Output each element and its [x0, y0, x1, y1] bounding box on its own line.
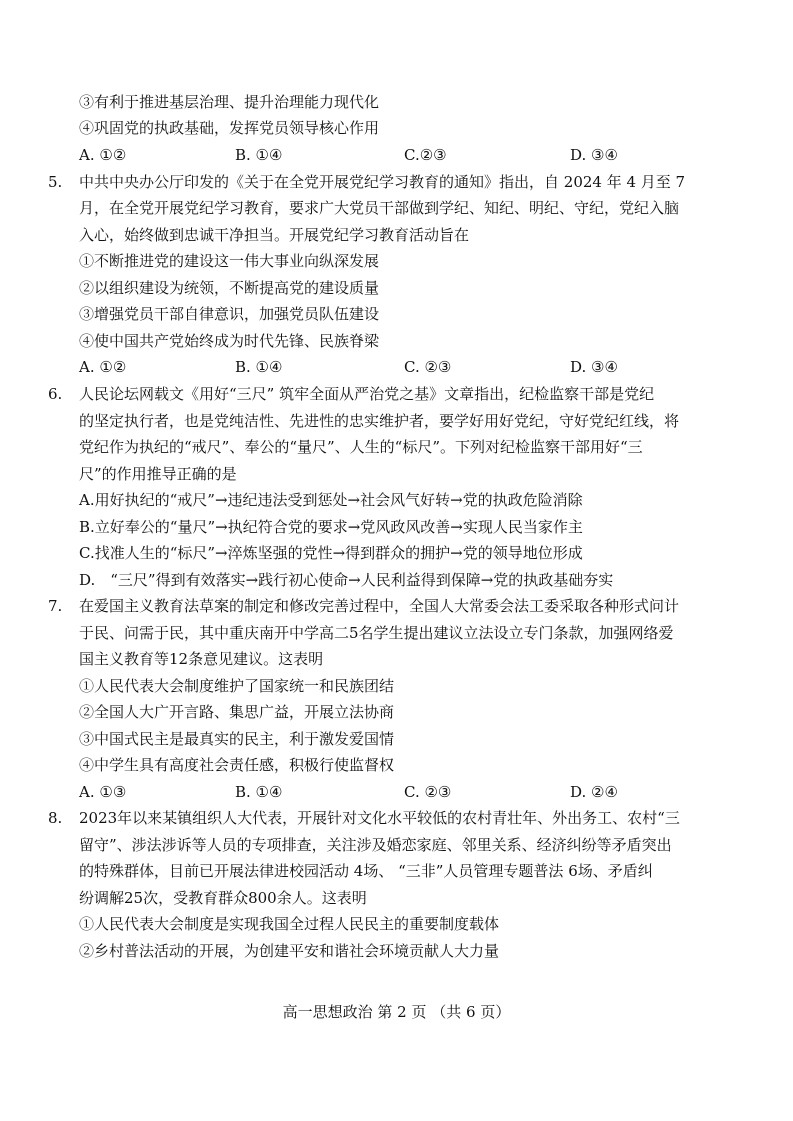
statement: ④巩固党的执政基础，发挥党员领导核心作用	[79, 119, 380, 137]
question-stem-line: 中共中央办公厅印发的《关于在全党开展党纪学习教育的通知》指出，自 2024 年 4 月至 7	[79, 173, 686, 191]
option-a: A. ①③	[79, 783, 127, 801]
option-b: B. ①④	[235, 146, 283, 164]
statement: ④中学生具有高度社会责任感，积极行使监督权	[79, 756, 395, 774]
option-b: B. ①④	[235, 783, 283, 801]
statement: ①不断推进党的建设这一伟大事业向纵深发展	[79, 252, 380, 270]
statement: ④使中国共产党始终成为时代先锋、民族脊梁	[79, 332, 380, 350]
question-stem-line: 在爱国主义教育法草案的制定和修改完善过程中，全国人大常委会法工委采取各种形式问计	[79, 597, 680, 615]
question-stem-line: 于民、问需于民，其中重庆南开中学高二5名学生提出建议立法设立专门条款，加强网络爱	[79, 624, 674, 642]
option-d: D. “三尺”得到有效落实→践行初心使命→人民利益得到保障→党的执政基础夯实	[79, 571, 614, 589]
question-stem-line: 纷调解25次，受教育群众800余人。这表明	[79, 889, 367, 907]
option-c: C. ②③	[404, 783, 452, 801]
question-stem-line: 尺”的作用推导正确的是	[79, 465, 237, 483]
option-d: D. ③④	[570, 146, 618, 164]
statement: ①人民代表大会制度维护了国家统一和民族团结	[79, 677, 395, 695]
statement: ②以组织建设为统领，不断提高党的建设质量	[79, 279, 380, 297]
statement: ③中国式民主是最真实的民主，利于激发爱国情	[79, 730, 395, 748]
option-a: A.用好执纪的“戒尺”→违纪违法受到惩处→社会风气好转→党的执政危险消除	[79, 491, 583, 509]
option-d: D. ③④	[570, 358, 618, 376]
page-footer: 高一思想政治 第 2 页 （共 6 页）	[282, 1003, 511, 1021]
statement: ②乡村普法活动的开展，为创建平安和谐社会环境贡献人大力量	[79, 942, 500, 960]
statement: ③增强党员干部自律意识，加强党员队伍建设	[79, 305, 380, 323]
question-stem-line: 2023年以来某镇组织人大代表，开展针对文化水平较低的农村青壮年、外出务工、农村“三	[79, 809, 680, 827]
statement: ②全国人大广开言路、集思广益，开展立法协商	[79, 703, 395, 721]
question-stem-line: 人民论坛网载文《用好“三尺” 筑牢全面从严治党之基》文章指出，纪检监察干部是党纪	[79, 385, 655, 403]
option-d: D. ②④	[570, 783, 618, 801]
statement: ①人民代表大会制度是实现我国全过程人民民主的重要制度载体	[79, 915, 500, 933]
option-c: C. ②③	[404, 358, 452, 376]
question-stem-line: 党纪作为执纪的“戒尺”、奉公的“量尺”、人生的“标尺”。下列对纪检监察干部用好“三	[79, 438, 643, 456]
option-b: B.立好奉公的“量尺”→执纪符合党的要求→党风政风改善→实现人民当家作主	[79, 518, 583, 536]
statement: ③有利于推进基层治理、提升治理能力现代化	[79, 93, 380, 111]
question-stem-line: 的坚定执行者，也是党纯洁性、先进性的忠实维护者，要学好用好党纪，守好党纪红线，将	[79, 412, 680, 430]
question-stem-line: 月，在全党开展党纪学习教育，要求广大党员干部做到学纪、知纪、明纪、守纪，党纪入脑	[79, 199, 680, 217]
question-stem-line: 入心，始终做到忠诚干净担当。开展党纪学习教育活动旨在	[79, 226, 470, 244]
question-stem-line: 的特殊群体，目前已开展法律进校园活动 4场、 “三非”人员管理专题普法 6场、矛盾纠	[79, 862, 653, 880]
question-stem-line: 国主义教育等12条意见建议。这表明	[79, 650, 324, 668]
question-number: 7.	[48, 597, 63, 615]
option-c: C.找准人生的“标尺”→淬炼坚强的党性→得到群众的拥护→党的领导地位形成	[79, 544, 583, 562]
option-c: C.②③	[404, 146, 447, 164]
option-a: A. ①②	[79, 146, 127, 164]
option-b: B. ①④	[235, 358, 283, 376]
question-stem-line: 留守”、涉法涉诉等人员的专项排查，关注涉及婚恋家庭、邻里关系、经济纠纷等矛盾突出	[79, 836, 672, 854]
option-a: A. ①②	[79, 358, 127, 376]
question-number: 5.	[48, 173, 63, 191]
question-number: 6.	[48, 385, 63, 403]
question-number: 8.	[48, 809, 63, 827]
